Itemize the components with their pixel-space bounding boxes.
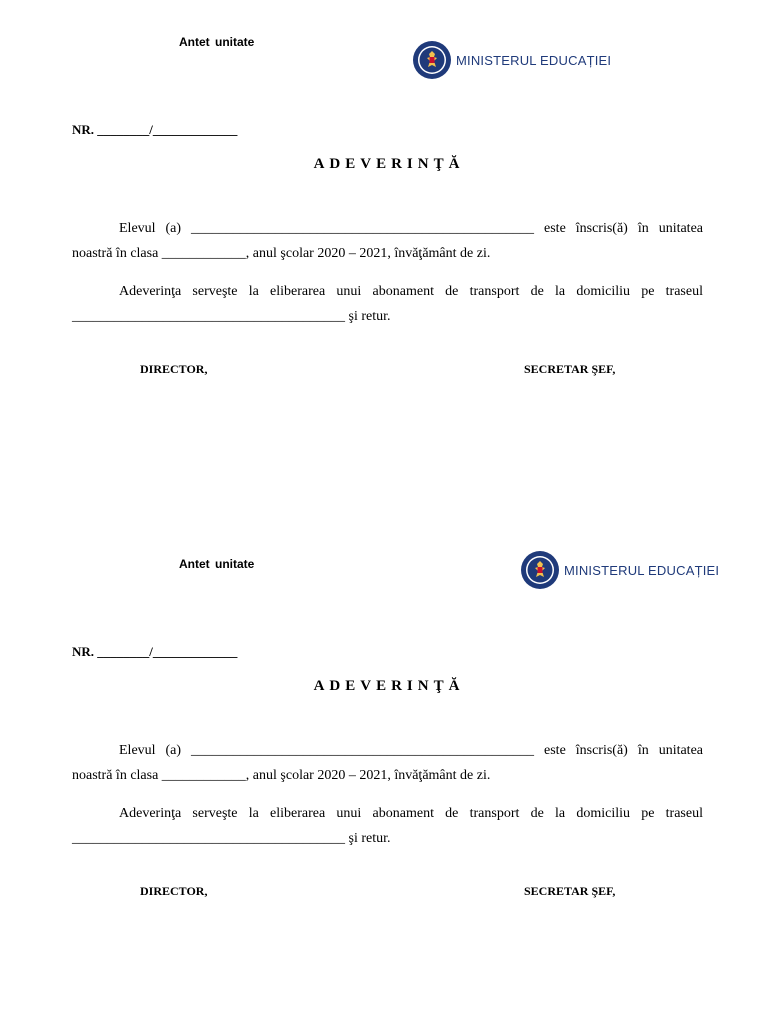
- letterhead-placeholder: Antet unitate: [179, 35, 255, 49]
- certificate-copy-1: [0, 0, 768, 512]
- student-enrollment-paragraph: Elevul (a) _________________________________________________ este înscris(ă) în unitatea noastră în clasa ____________, anul şcolar 2020 – 2021, învăţământ de zi.: [72, 221, 703, 261]
- purpose-paragraph: Adeverinţa serveşte la eliberarea unui abonament de transport de la domiciliu pe traseul _______________________________________ şi retur.: [72, 806, 703, 846]
- ministry-logo: [412, 40, 611, 80]
- chief-secretary-signature-label: SECRETAR ŞEF,: [524, 362, 616, 376]
- document-title: ADEVERINŢĂ: [313, 156, 465, 172]
- director-signature-label: DIRECTOR,: [140, 884, 208, 898]
- purpose-paragraph: Adeverinţa serveşte la eliberarea unui abonament de transport de la domiciliu pe traseul _______________________________________ şi retur.: [72, 284, 703, 324]
- director-signature-label: DIRECTOR,: [140, 362, 208, 376]
- student-enrollment-paragraph: Elevul (a) _________________________________________________ este înscris(ă) în unitatea noastră în clasa ____________, anul şcolar 2020 – 2021, învăţământ de zi.: [72, 743, 703, 783]
- registration-number: NR. ________/_____________: [72, 644, 238, 659]
- ministry-name: MINISTERUL EDUCAȚIEI: [456, 52, 612, 68]
- ministry-name: MINISTERUL EDUCAȚIEI: [564, 562, 720, 578]
- registration-number: NR. ________/_____________: [72, 122, 238, 137]
- coat-of-arms-seal-icon: [520, 550, 560, 590]
- certificate-copy-2: [0, 522, 768, 1034]
- document-title: ADEVERINŢĂ: [313, 678, 465, 694]
- coat-of-arms-seal-icon: [412, 40, 452, 80]
- chief-secretary-signature-label: SECRETAR ŞEF,: [524, 884, 616, 898]
- letterhead-placeholder: Antet unitate: [179, 557, 255, 571]
- ministry-logo: [520, 550, 719, 590]
